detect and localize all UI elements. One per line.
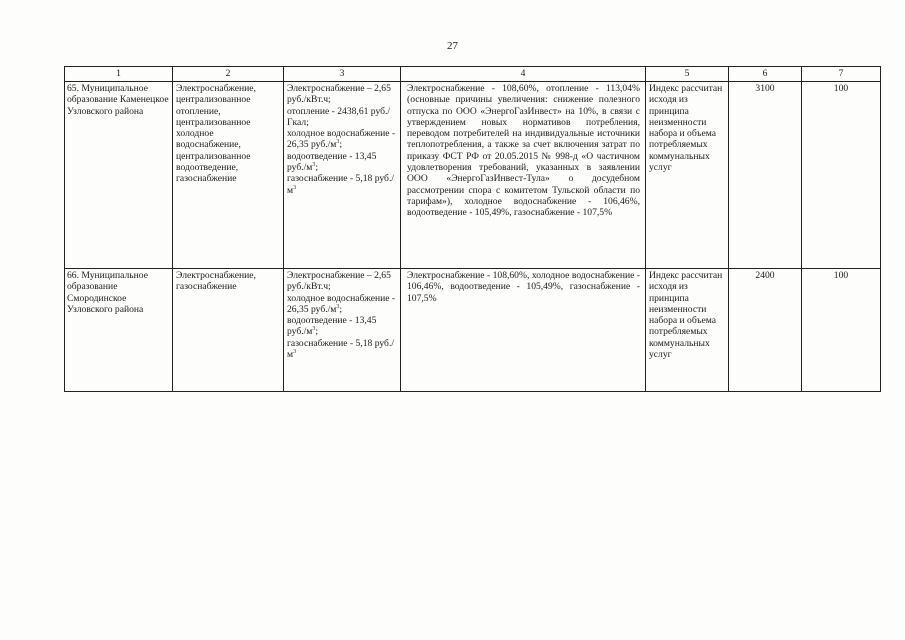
value-cell-7: 100: [802, 269, 881, 392]
tariff-line: холодное водоснабжение - 26,35 $руб./м^3$;: [287, 128, 396, 151]
tariffs-cell: [284, 269, 401, 392]
tariff-line: водоотведение - 13,45 $руб./м^3$;: [287, 150, 377, 174]
municipality-name: Муниципальное образование Смородинское Узловского района: [67, 270, 148, 315]
tariffs-cell: [284, 82, 401, 269]
municipality-cell: [65, 82, 173, 269]
tariff-line: газоснабжение - 5,18 $руб./м^3$: [287, 173, 395, 196]
services-cell: Электроснабжение, централизованное отопление, централизованное холодное водоснабжение, централизованное водоотведение, газоснабжение: [173, 82, 284, 269]
column-header-1: 1: [65, 67, 173, 82]
row-number: 66.: [67, 270, 79, 281]
column-header-2: 2: [173, 67, 284, 82]
value-cell-7: 100: [802, 82, 881, 269]
tariff-line: холодное водоснабжение - 26,35 $руб./м^3$;: [287, 292, 396, 315]
column-header-4: 4: [401, 67, 646, 82]
column-header-6: 6: [729, 67, 802, 82]
reasons-cell: Электроснабжение - 108,60%, отопление - 113,04% (основные причины увеличения: снижение полезного отпуска по ООО «ЭнергоГазИнвест» на 10%, в связи с утверждением новых нормативов потребления, переводом потребителей на индивидуальные источники теплопотребления, а также за счет включения затрат по приказу ФСТ РФ от 20.05.2015 № 998-д «О частичном удовлетворения требований, указанных в заявлении ООО «ЭнергоГазИнвест-Тула» о досудебном рассмотрении спора с комитетом Тульской области по тарифам»), холодное водоснабжение - 106,46%, водоотведение - 105,49%, газоснабжение - 107,5%: [401, 82, 646, 269]
municipality-cell: [65, 269, 173, 392]
municipality-name: Муниципальное образование Каменецкое Узловского района: [67, 83, 169, 117]
column-header-7: 7: [802, 67, 881, 82]
tariff-table: [64, 66, 881, 392]
index-note-cell: Индекс рассчитан исходя из принципа неизменности набора и объема потребляемых коммунальных услуг: [646, 269, 729, 392]
header-row: [65, 67, 881, 82]
tariff-line: отопление - 2438,61 руб./Гкал;: [287, 105, 391, 128]
column-header-5: 5: [646, 67, 729, 82]
value-cell-6: 3100: [729, 82, 802, 269]
column-header-3: 3: [284, 67, 401, 82]
tariff-line: газоснабжение - 5,18 $руб./м^3$: [287, 337, 395, 361]
table-row: [65, 269, 881, 392]
services-cell: Электроснабжение, газоснабжение: [173, 269, 284, 392]
table-row: [65, 82, 881, 269]
reasons-cell: Электроснабжение - 108,60%, холодное водоснабжение - 106,46%, водоотведение - 105,49%, газоснабжение - 107,5%: [401, 269, 646, 392]
tariff-line: водоотведение - 13,45 $руб./м^3$;: [287, 315, 377, 338]
tariff-line: Электроснабжение – 2,65 руб./кВт.ч;: [287, 83, 391, 106]
value-cell-6: 2400: [729, 269, 802, 392]
index-note-cell: Индекс рассчитан исходя из принципа неизменности набора и объема потребляемых коммунальных услуг: [646, 82, 729, 269]
page-number: 27: [447, 40, 458, 52]
tariff-line: Электроснабжение – 2,65 руб./кВт.ч;: [287, 270, 391, 293]
row-number: 65.: [67, 83, 79, 94]
